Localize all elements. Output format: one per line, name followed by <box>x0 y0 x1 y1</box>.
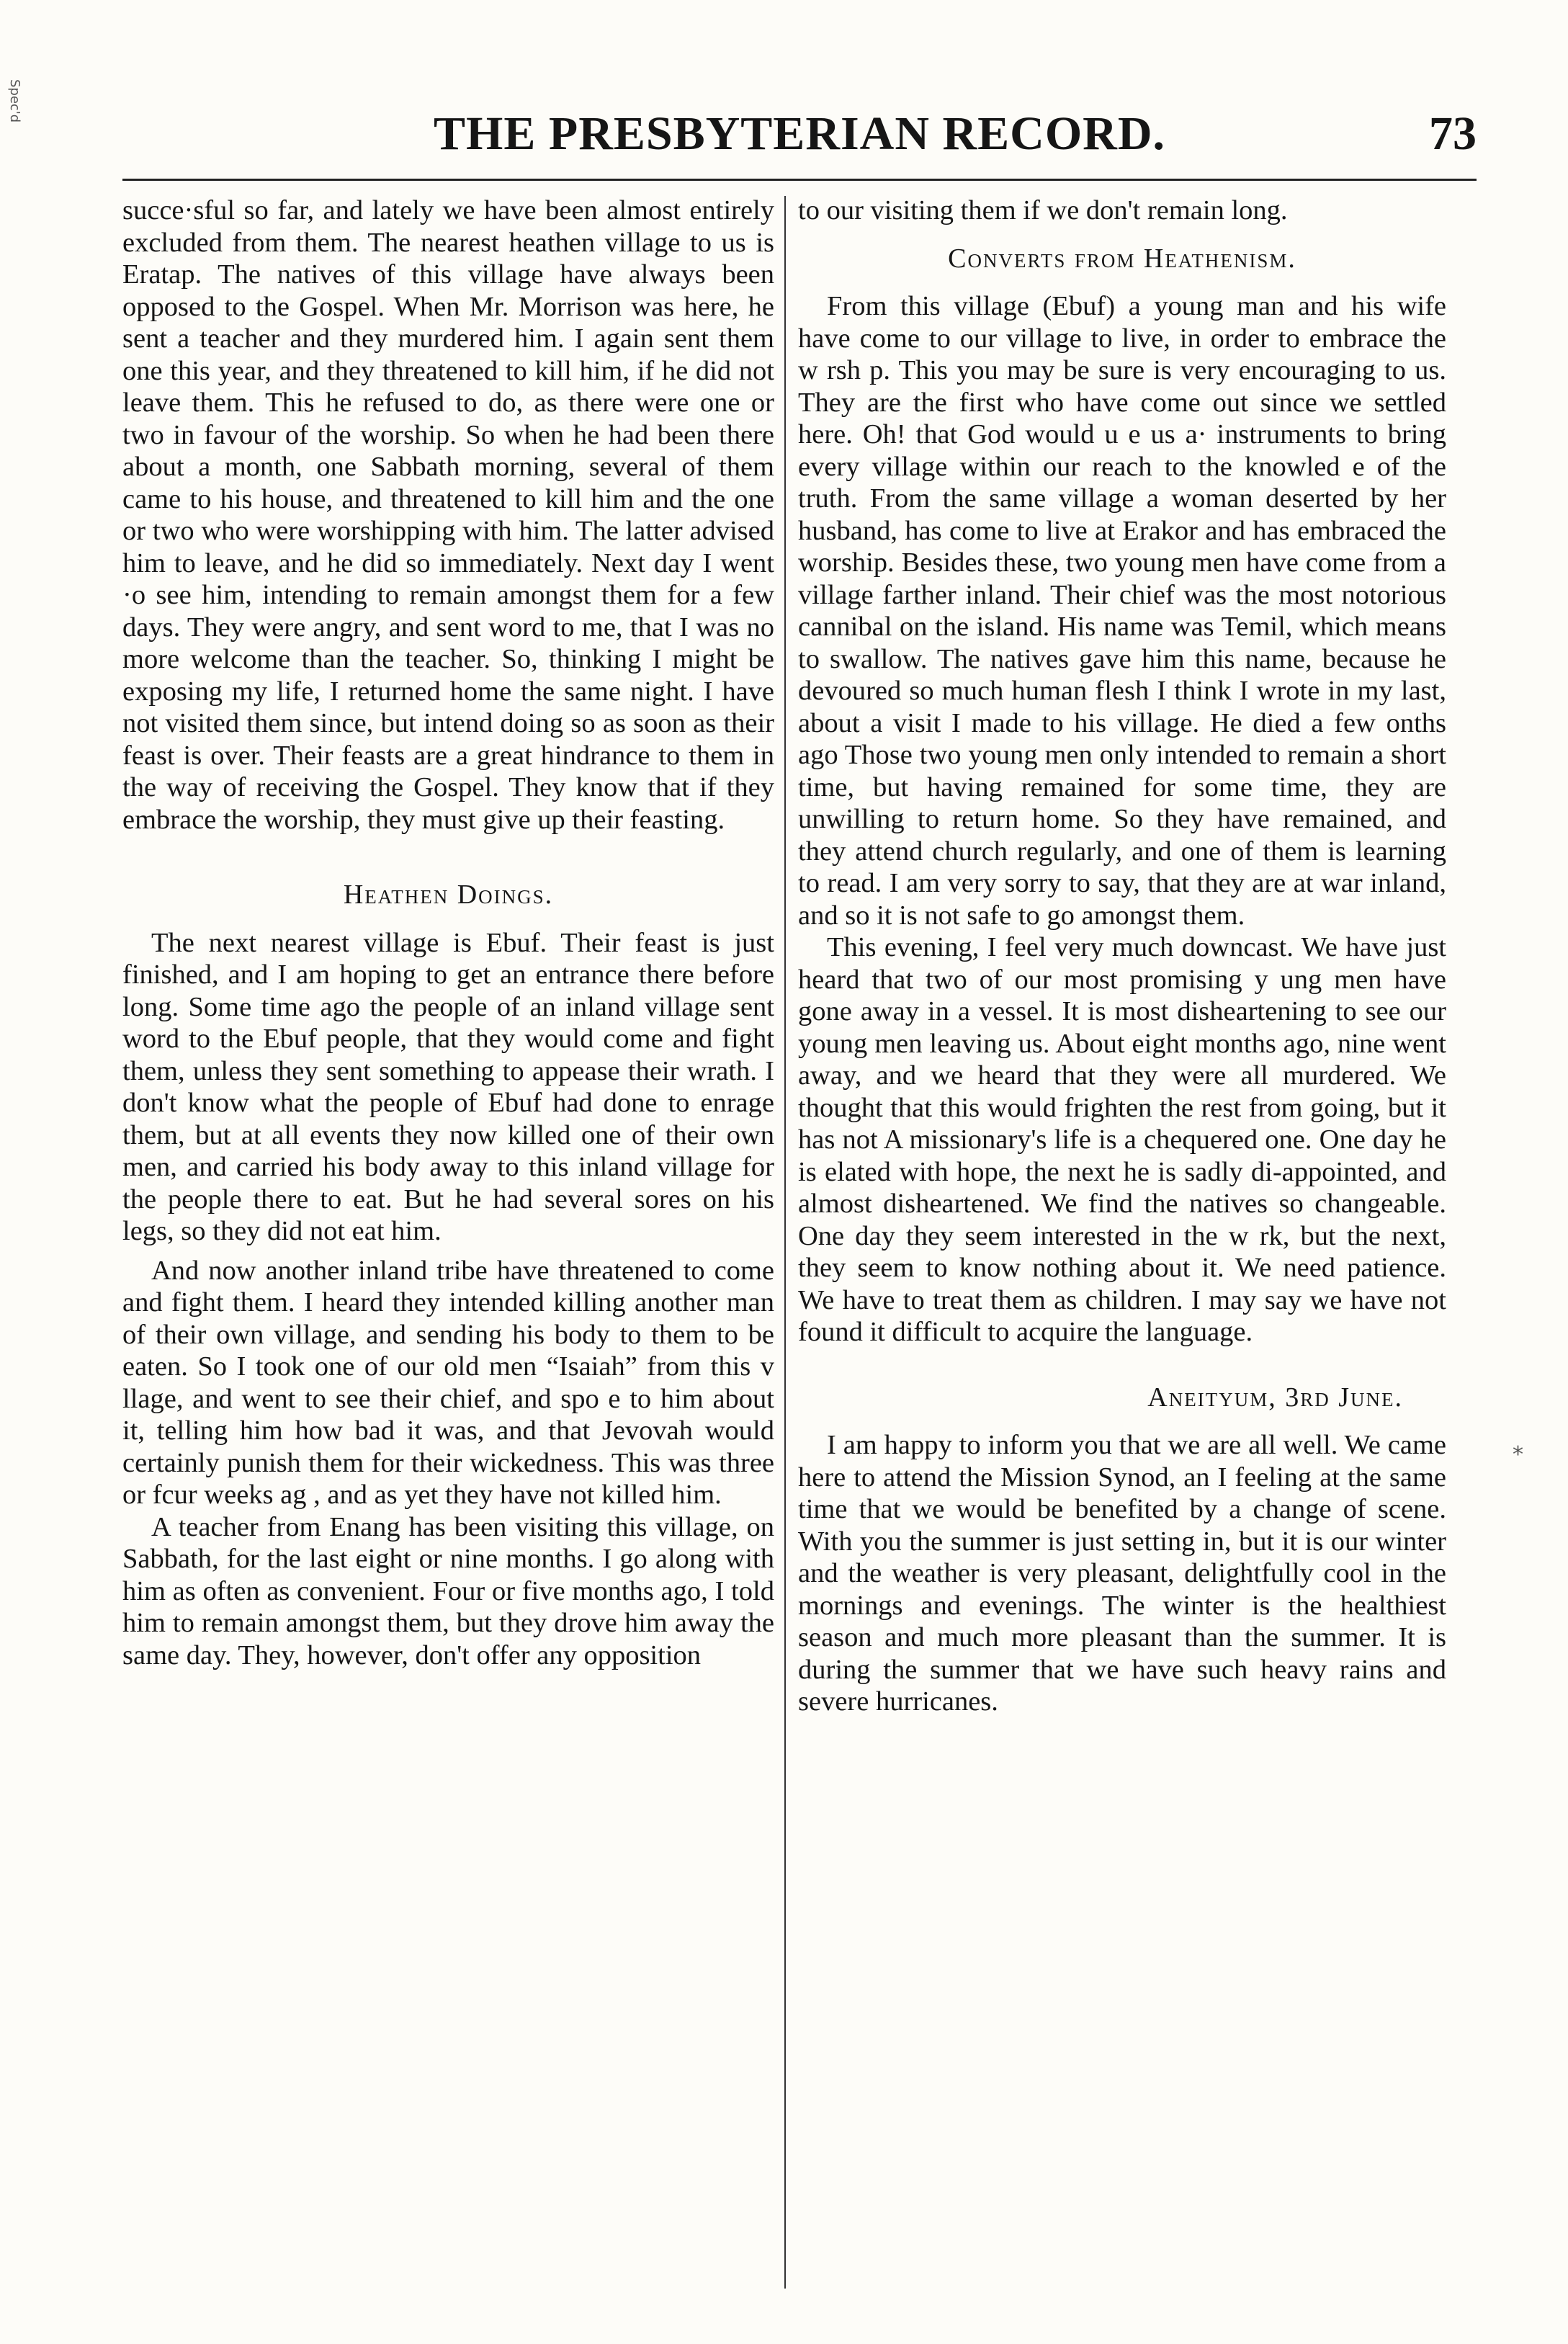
header-rule <box>122 179 1477 181</box>
page-number: 73 <box>1429 107 1477 160</box>
page-header <box>122 107 1477 171</box>
dateline: Aneityum, 3rd June. <box>1147 1382 1403 1413</box>
right-paragraph-1: to our visiting them if we don't remain long. <box>798 195 1288 225</box>
column-divider <box>784 196 786 2289</box>
section-heading-heathen-doings: Heathen Doings. <box>343 880 554 910</box>
left-paragraph-4: A teacher from Enang has been visiting this village, on Sabbath, for the last eight or nine months. I go along with him as often as convenient. Four or five months ago, I told him to remain amongst them, but they drove him away the same day. They, however, don't offer any opposition <box>122 1511 774 1670</box>
right-column <box>798 194 1446 2327</box>
left-paragraph-1: succe·sful so far, and lately we have been almost entirely excluded from them. The nearest heathen village to us is Eratap. The natives of this village have always been opposed to the Gospel. When Mr. Morrison was here, he sent a teacher and they murdered him. I again sent them one this year, and they threatened to kill him, if he did not leave them. This he refused to do, as there were one or two in favour of the worship. So when he had been there about a month, one Sabbath morning, several of them came to his house, and threatened to kill him and the one or two who were worshipping with him. The latter advised him to leave, and he did so immediately. Next day I went ·o see him, intending to remain amongst them for a few days. They were angry, and sent word to me, that I was no more welcome than the teacher. So, thinking I might be exposing my life, I returned home the same night. I have not visited them since, but intend doing so as soon as their feast is over. Their feasts are a great hindrance to them in the way of receiving the Gospel. They know that if they embrace the worship, they must give up their feasting. <box>122 195 774 835</box>
right-paragraph-4: I am happy to inform you that we are all well. We came here to attend the Mission Synod, an I feeling at the same time that we would be benefited by a change of scene. With you the summer is just setting in, but it is our winter and the weather is very pleasant, delightfully cool in the mornings and evenings. The winter is the healthiest season and much more pleasant than the summer. It is during the summer that we have such heavy rains and severe hurricanes. <box>798 1430 1446 1717</box>
margin-annotation-right: * <box>1513 1442 1523 1467</box>
section-heading-converts: Converts from Heathenism. <box>948 243 1296 274</box>
left-column <box>122 194 774 2327</box>
margin-annotation-left: Spec'd <box>7 79 22 123</box>
right-paragraph-2: From this village (Ebuf) a young man and his wife have come to our village to live, in order to embrace the w rsh p. This you may be sure is very encouraging to us. They are the first who have come out since we settled here. Oh! that God would u e us a· instruments to bring every village within our reach to the knowled e of the truth. From the same village a woman deserted by her husband, has come to live at Erakor and has embraced the worship. Besides these, two young men have come from a village farther inland. Their chief was the most notorious cannibal on the island. His name was Temil, which means to swallow. The natives gave him this name, because he devoured so much human flesh I think I wrote in my last, about a visit I made to his village. He died a few onths ago Those two young men only intended to remain a short time, but having remained for some time, they are unwilling to return home. So they have remained, and they attend church regularly, and one of them is learning to read. I am very sorry to say, that they are at war inland, and so it is not safe to go amongst them. <box>798 291 1446 931</box>
publication-title: THE PRESBYTERIAN RECORD. <box>434 107 1165 160</box>
left-paragraph-3: And now another inland tribe have threatened to come and fight them. I heard they intended killing another man of their own village, and sending his body to them to be eaten. So I took one of our old men “Isaiah” from this v llage, and went to see their chief, and spo e to him about it, telling him how bad it was, and that Jevovah would certainly punish them for their wickedness. This was three or fcur weeks ag , and as yet they have not killed him. <box>122 1255 774 1510</box>
right-paragraph-3: This evening, I feel very much downcast. We have just heard that two of our most promising y ung men have gone away in a vessel. It is most disheartening to see our young men leaving us. About eight months ago, nine went away, and we heard that they were all murdered. We thought that this would frighten the rest from going, but it has not A missionary's life is a chequered one. One day he is elated with hope, the next he is sadly di-appointed, and almost disheartened. We find the natives so changeable. One day they seem interested in the w rk, but the next, they seem to know nothing about it. We need patience. We have to treat them as children. I may say we have not found it difficult to acquire the language. <box>798 932 1446 1347</box>
left-paragraph-2: The next nearest village is Ebuf. Their feast is just finished, and I am hoping to get an entrance there before long. Some time ago the people of an inland village sent word to the Ebuf people, that they would come and fight them, unless they sent something to appease their wrath. I don't know what the people of Ebuf had done to enrage them, but at all events they now killed one of their own men, and carried his body away to this inland village for the people there to eat. But he had several sores on his legs, so they did not eat him. <box>122 927 774 1246</box>
